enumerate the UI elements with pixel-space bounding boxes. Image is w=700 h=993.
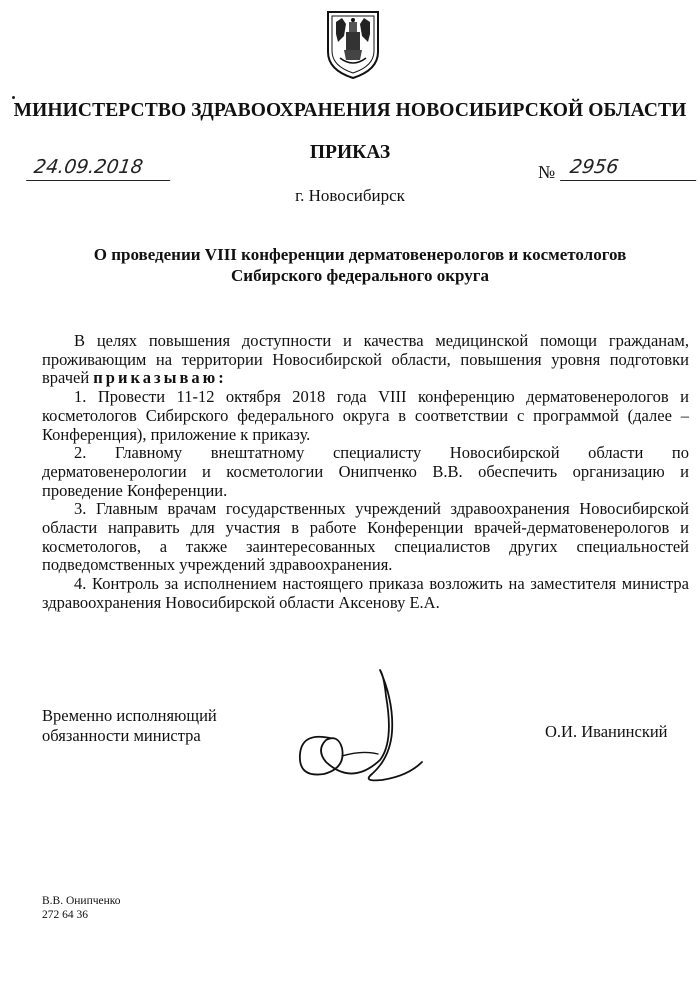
order-item-2: 2. Главному внештатному специалисту Новосибирской области по дерматовенерологии и косметологии Онипченко В.В. обеспечить организацию и проведение Конференции. (42, 443, 689, 500)
subject-line-1: О проведении VIII конференции дерматовенерологов и косметологов (93, 245, 627, 264)
position-line-1: Временно исполняющий (42, 706, 217, 725)
intro-text: В целях повышения доступности и качества медицинской помощи гражданам, проживающим на территории Новосибирской области, повышения уровня подготовки врачей (42, 331, 689, 388)
ministry-title: МИНИСТЕРСТВО ЗДРАВООХРАНЕНИЯ НОВОСИБИРСКОЙ ОБЛАСТИ (13, 100, 687, 121)
order-date: 24.09.2018 (26, 154, 174, 181)
executor-name: В.В. Онипченко (42, 895, 121, 907)
order-item-3: 3. Главным врачам государственных учреждений здравоохранения Новосибирской области направить для участия в работе Конференции врачей-дерматовенерологов и косметологов, а также заинтересованных специалистов других специальностей подведомственных учреждений здравоохранения. (42, 499, 689, 575)
position-line-2: обязанности министра (42, 726, 201, 745)
order-subject (60, 244, 660, 286)
order-number: 2956 (560, 154, 700, 181)
signer-position (42, 706, 217, 746)
order-title: ПРИКАЗ (309, 142, 391, 163)
signer-name: О.И. Иванинский (545, 722, 668, 741)
order-number-label: № (538, 162, 556, 182)
order-item-4: 4. Контроль за исполнением настоящего приказа возложить на заместителя министра здравоохранения Новосибирской области Аксенову Е.А. (42, 574, 689, 612)
executor-info (42, 894, 121, 922)
novosibirsk-coat-of-arms-icon (324, 8, 382, 80)
executor-phone: 272 64 36 (42, 909, 88, 921)
intro-paragraph (42, 332, 689, 388)
subject-line-2: Сибирского федерального округа (231, 266, 489, 285)
order-word: приказываю: (93, 368, 227, 388)
scan-speck (12, 96, 15, 99)
city: г. Новосибирск (295, 186, 405, 205)
order-body (42, 332, 689, 613)
order-item-1: 1. Провести 11-12 октября 2018 года VIII конференцию дерматовенерологов и косметологов Сибирского федерального округа в соответствии с программой (далее – Конференция), приложение к приказу. (42, 387, 689, 444)
handwritten-signature (282, 662, 432, 792)
